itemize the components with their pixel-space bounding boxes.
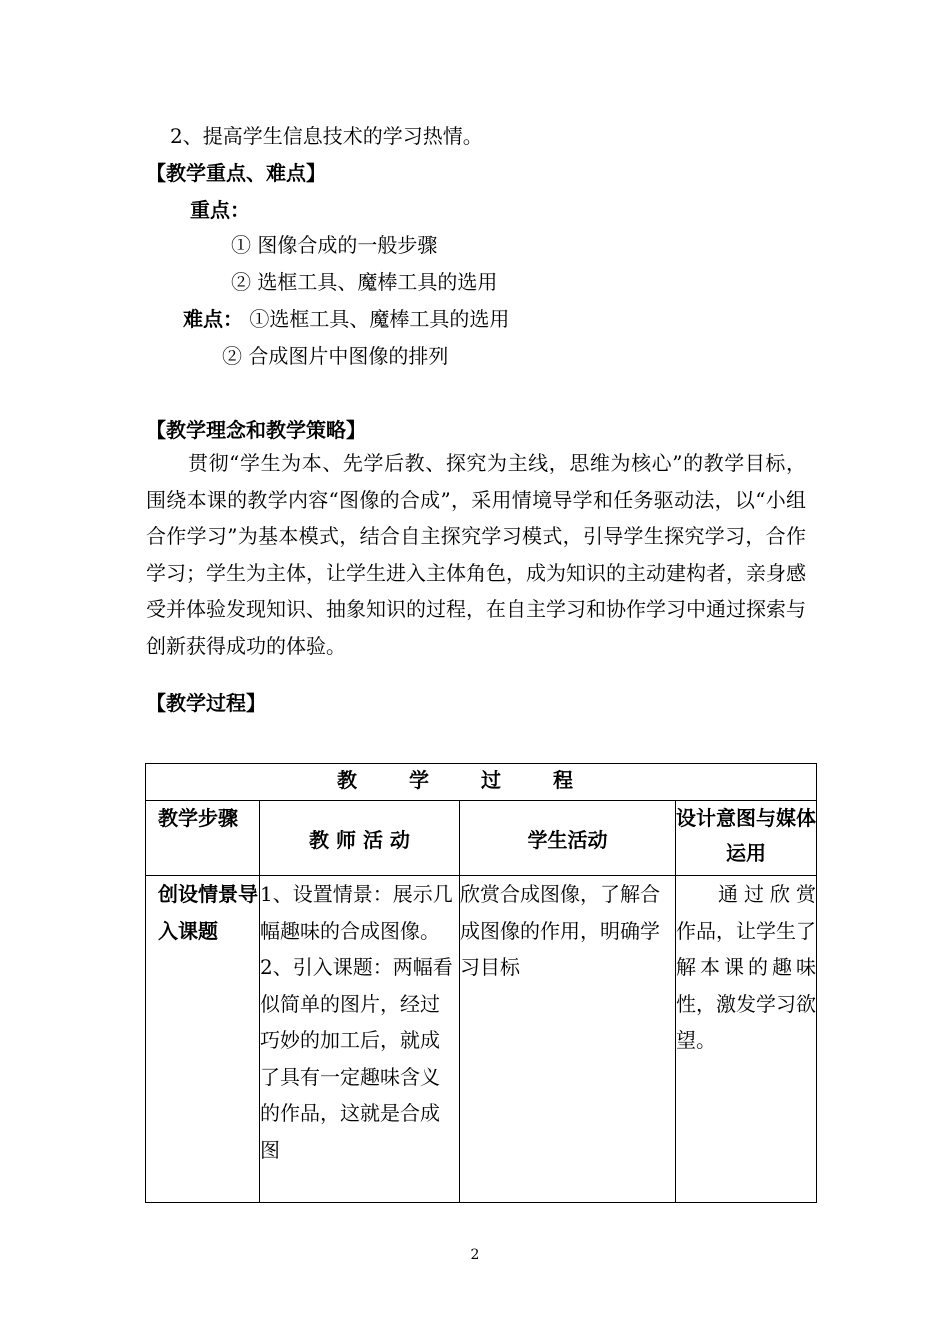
difficult-point-2: ② 合成图片中图像的排列 [222, 344, 449, 368]
strategy-paragraph: 贯彻“学生为本、先学后教、探究为主线，思维为核心”的教学目标，围绕本课的教学内容“图像的合成”，采用情境导学和任务驱动法，以“小组合作学习”为基本模式，结合自主探究学习模式，引导学生探究学习，合作学习；学生为主体，让学生进入主体角色，成为知识的主动建构者，亲身感受并体验发现知识、抽象知识的过程，在自主学习和协作学习中通过探索与创新获得成功的体验。 [146, 451, 806, 658]
table-row [146, 876, 817, 1203]
header-step: 教学步骤 [146, 801, 260, 876]
header-design: 设计意图与媒体运用 [676, 801, 817, 876]
key-point-2: ② 选框工具、魔棒工具的选用 [231, 270, 498, 294]
goal-2: 2、提高学生信息技术的学习热情。 [170, 124, 483, 148]
row-design-intent: 通过欣赏作品，让学生了解本课的趣味性，激发学习欲望。 [676, 876, 817, 1203]
table-header-row [146, 801, 817, 876]
key-points-label: 重点： [190, 198, 250, 222]
difficult-points-label: 难点： [183, 307, 243, 331]
row-teacher-activity [260, 876, 460, 1203]
difficult-point-1: ①选框工具、魔棒工具的选用 [249, 307, 510, 331]
key-point-1: ① 图像合成的一般步骤 [231, 233, 438, 257]
row-student-activity: 欣赏合成图像，了解合成图像的作用，明确学习目标 [460, 876, 676, 1203]
page-number: 2 [470, 1247, 480, 1263]
focus-heading: 【教学重点、难点】 [146, 161, 326, 185]
difficult-points-row [183, 305, 509, 333]
process-heading: 【教学过程】 [146, 691, 266, 715]
table-title: 教学过程 [146, 764, 817, 801]
row-step: 创设情景导入课题 [146, 876, 260, 1203]
process-table [145, 763, 817, 1203]
header-student: 学生活动 [460, 801, 676, 876]
header-teacher: 教 师 活 动 [260, 801, 460, 876]
teacher-activity-2: 2、引入课题：两幅看似简单的图片，经过巧妙的加工后，就成了具有一定趣味含义的作品，这就是合成图 [260, 955, 453, 1162]
strategy-heading: 【教学理念和教学策略】 [146, 418, 366, 442]
teacher-activity-1: 1、设置情景：展示几幅趣味的合成图像。 [260, 882, 453, 943]
table-title-row [146, 764, 817, 801]
